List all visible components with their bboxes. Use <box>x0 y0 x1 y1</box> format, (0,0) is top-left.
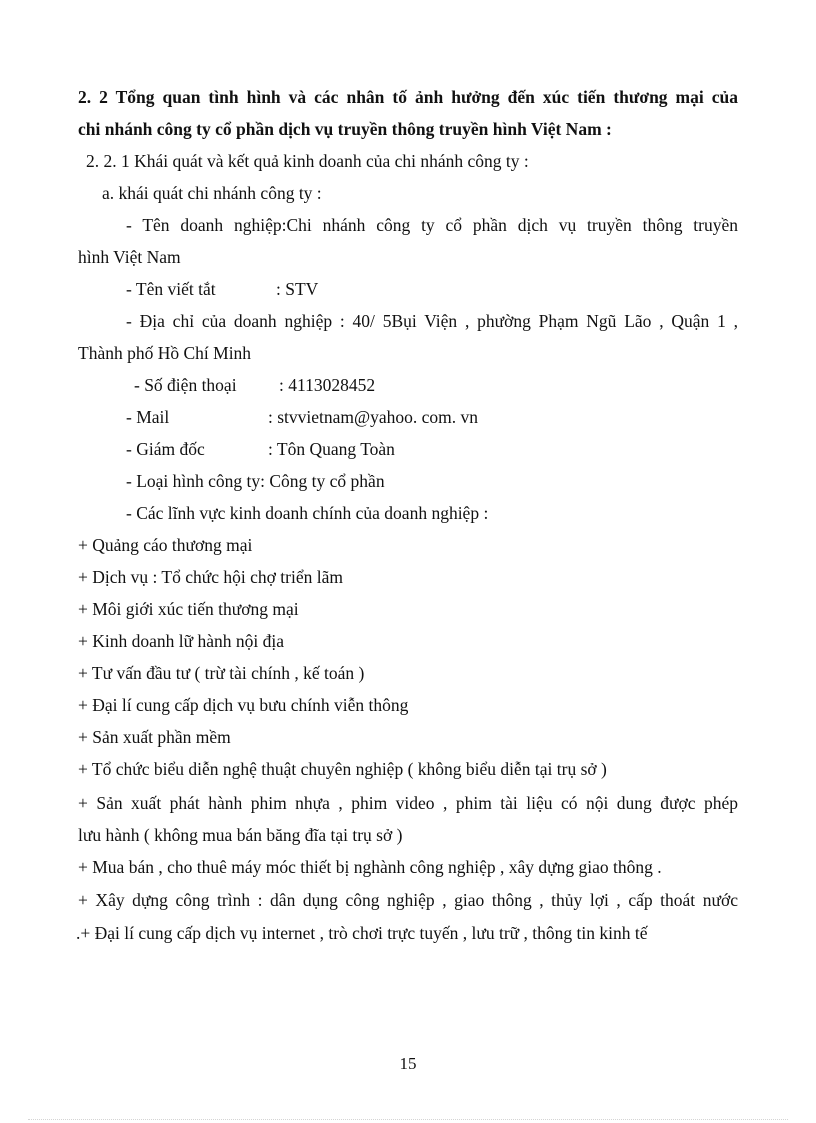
company-type: - Loại hình công ty: Công ty cổ phần <box>126 471 385 491</box>
business-field-item: + Dịch vụ : Tổ chức hội chợ triển lãm <box>78 567 343 587</box>
mail-label: - Mail <box>126 407 170 427</box>
section-a-title: a. khái quát chi nhánh công ty : <box>102 183 322 203</box>
mail-row <box>126 401 786 433</box>
business-field-item: + Sản xuất phần mềm <box>78 727 231 747</box>
page-bottom-border <box>28 1119 788 1120</box>
business-fields-intro: - Các lĩnh vực kinh doanh chính của doanh nghiệp : <box>126 503 489 523</box>
film-production-line-2: lưu hành ( không mua bán băng đĩa tại trụ sở ) <box>78 825 403 845</box>
business-field-item: + Môi giới xúc tiến thương mại <box>78 599 299 619</box>
construction: + Xây dựng công trình : dân dụng công nghiệp , giao thông , thủy lợi , cấp thoát nước <box>78 890 738 910</box>
abbreviation-label: - Tên viết tắt <box>126 279 216 299</box>
machinery-trade: + Mua bán , cho thuê máy móc thiết bị nghành công nghiệp , xây dựng giao thông . <box>78 857 662 877</box>
address-line-2: Thành phố Hồ Chí Minh <box>78 343 252 363</box>
phone-value: : 4113028452 <box>279 375 376 395</box>
phone-row <box>134 369 794 401</box>
mail-value: : stvvietnam@yahoo. com. vn <box>268 407 479 427</box>
section-heading-line-2: chi nhánh công ty cổ phần dịch vụ truyền thông truyền hình Việt Nam : <box>78 119 612 139</box>
business-field-item: + Tổ chức biểu diễn nghệ thuật chuyên nghiệp ( không biểu diễn tại trụ sở ) <box>78 759 607 779</box>
company-name-line-2: hình Việt Nam <box>78 247 181 267</box>
abbreviation-value: : STV <box>276 279 319 299</box>
page-number: 15 <box>399 1054 417 1073</box>
business-field-item: + Quảng cáo thương mại <box>78 535 253 555</box>
phone-label: - Số điện thoại <box>134 375 237 395</box>
business-field-item: + Đại lí cung cấp dịch vụ bưu chính viễn thông <box>78 695 409 715</box>
subsection-heading: 2. 2. 1 Khái quát và kết quả kinh doanh của chi nhánh công ty : <box>86 151 529 171</box>
business-field-item: + Tư vấn đầu tư ( trừ tài chính , kế toán ) <box>78 663 365 683</box>
director-row <box>126 433 786 465</box>
film-production-line-1: + Sản xuất phát hành phim nhựa , phim video , phim tài liệu có nội dung được phép <box>78 793 738 813</box>
abbreviation-row <box>126 273 786 305</box>
internet-services: .+ Đại lí cung cấp dịch vụ internet , trò chơi trực tuyến , lưu trữ , thông tin kinh tế <box>76 923 648 943</box>
director-label: - Giám đốc <box>126 439 205 459</box>
section-heading-line-1: 2. 2 Tổng quan tình hình và các nhân tố ảnh hưởng đến xúc tiến thương mại của <box>78 87 738 107</box>
company-name-line-1: - Tên doanh nghiệp:Chi nhánh công ty cổ phần dịch vụ truyền thông truyền <box>126 215 738 235</box>
address-line-1: - Địa chỉ của doanh nghiệp : 40/ 5Bụi Viện , phường Phạm Ngũ Lão , Quận 1 , <box>126 311 738 331</box>
director-value: : Tôn Quang Toàn <box>268 439 395 459</box>
business-field-item: + Kinh doanh lữ hành nội địa <box>78 631 284 651</box>
